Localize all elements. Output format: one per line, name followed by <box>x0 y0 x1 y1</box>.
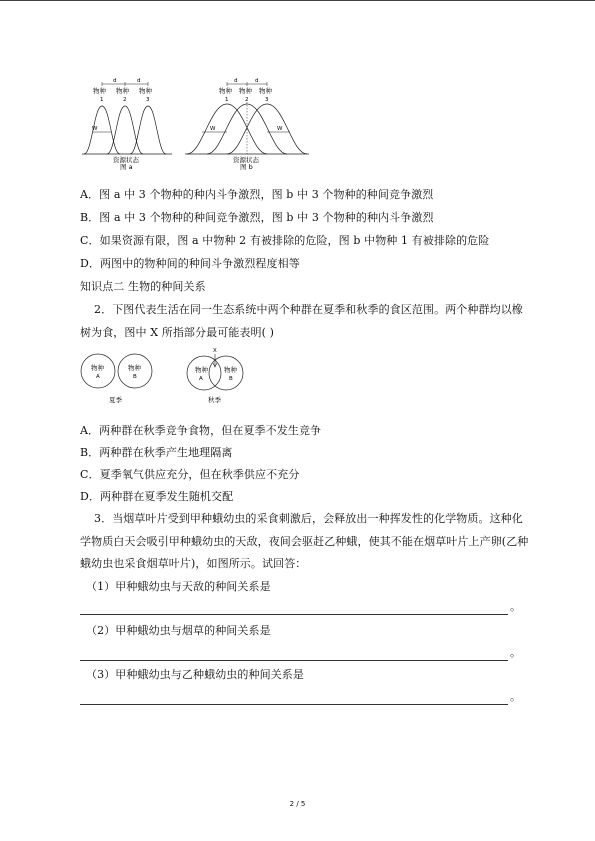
figure-b-curve-1 <box>187 104 267 154</box>
q3-subquestion-1: （1）甲种蛾幼虫与天敌的种间关系是 <box>86 580 271 593</box>
figure-b-axis-label: 资源状态 <box>233 156 259 164</box>
figure-b-number-3: 3 <box>265 97 269 103</box>
figure-a-number-2: 2 <box>123 97 127 103</box>
section-title: 知识点二 生物的种间关系 <box>80 280 206 293</box>
autumn-label-b: B <box>229 376 233 382</box>
q2-option-d: D．两种群在夏季发生随机交配 <box>80 490 234 503</box>
q3-subquestion-2: （2）甲种蛾幼虫与烟草的种间关系是 <box>86 624 271 637</box>
figure-a-curve-1 <box>84 106 120 154</box>
figure-a-number-3: 3 <box>146 97 150 103</box>
figure-a-curve-2 <box>107 106 143 154</box>
figure-a-species-3: 物种 <box>139 87 152 95</box>
autumn-caption: 秋季 <box>208 396 221 404</box>
figure-a-w-label: W <box>92 126 98 132</box>
figure-b-curve-3 <box>227 104 307 154</box>
q3-answer-line-1[interactable] <box>80 600 508 610</box>
q2-option-a: A．两种群在秋季竞争食物，但在夏季不发生竞争 <box>80 424 322 437</box>
figure-a-axis-label: 资源状态 <box>113 156 139 164</box>
page-top-rule <box>0 0 595 1</box>
q1-option-c: C．如果资源有限，图 a 中物种 2 有被排除的危险，图 b 中物种 1 有被排除的危险 <box>80 234 490 247</box>
q3-answer-end-2: 。 <box>510 646 522 659</box>
figure-a-d-label-2: d <box>137 78 141 84</box>
autumn-x-label: X <box>213 348 217 354</box>
summer-species-a: 物种 <box>91 364 104 372</box>
page-number: 2 / 5 <box>289 800 306 808</box>
autumn-range-figure <box>182 346 252 406</box>
q3-text-line2: 学物质白天会吸引甲种蛾幼虫的天敌，夜间会驱赶乙种蛾，使其不能在烟草叶片上产卵(乙种 <box>80 535 529 548</box>
figure-a-caption: 图 a <box>120 163 133 170</box>
q2-option-c: C．夏季氧气供应充分，但在秋季供应不充分 <box>80 468 300 481</box>
summer-species-b: 物种 <box>128 364 141 372</box>
niche-figure-a <box>80 74 180 170</box>
q2-text-line1: 2．下图代表生活在同一生态系统中两个种群在夏季和秋季的食区范围。两个种群均以橡 <box>94 303 523 316</box>
summer-label-b: B <box>133 374 137 380</box>
figure-b-d-label-1: d <box>234 78 238 84</box>
summer-range-figure <box>78 346 168 406</box>
q3-subquestion-3: （3）甲种蛾幼虫与乙种蛾幼虫的种间关系是 <box>86 668 304 681</box>
summer-caption: 夏季 <box>109 396 122 404</box>
q1-option-d: D．两图中的物种间的种间斗争激烈程度相等 <box>80 257 300 270</box>
q3-answer-line-2[interactable] <box>80 646 508 656</box>
figure-a-curve-3 <box>130 106 166 154</box>
autumn-label-a: A <box>199 376 203 382</box>
autumn-species-b: 物种 <box>224 366 237 374</box>
niche-figure-b <box>182 74 312 170</box>
q2-text-line2: 树为食，图中 X 所指部分最可能表明( ) <box>80 326 275 339</box>
q3-answer-end-3: 。 <box>510 690 522 703</box>
figure-b-caption: 图 b <box>240 163 253 170</box>
summer-label-a: A <box>96 374 100 380</box>
q3-answer-line-3[interactable] <box>80 690 508 700</box>
figure-a-species-2: 物种 <box>116 87 129 95</box>
q1-option-a: A．图 a 中 3 个物种的种内斗争激烈，图 b 中 3 个物种的种间竞争激烈 <box>80 188 434 201</box>
figure-b-species-2: 物种 <box>239 87 252 95</box>
figure-b-number-1: 1 <box>225 97 229 103</box>
figure-a-species-1: 物种 <box>93 87 106 95</box>
figure-b-species-1: 物种 <box>219 87 232 95</box>
q1-option-b: B．图 a 中 3 个物种的种间竞争激烈，图 b 中 3 个物种的种内斗争激烈 <box>80 211 434 224</box>
figure-b-d-label-2: d <box>255 78 259 84</box>
figure-b-number-2: 2 <box>245 97 249 103</box>
q3-answer-end-1: 。 <box>510 600 522 613</box>
figure-a-d-label-1: d <box>113 78 117 84</box>
figure-b-species-3: 物种 <box>259 87 272 95</box>
figure-b-w-label-1: W <box>210 126 216 132</box>
figure-b-w-label-2: W <box>277 126 283 132</box>
q3-text-line3: 蛾幼虫也采食烟草叶片)，如图所示。试回答： <box>80 557 307 570</box>
figure-a-number-1: 1 <box>100 97 104 103</box>
autumn-species-a: 物种 <box>195 366 208 374</box>
q2-option-b: B．两种群在秋季产生地理隔离 <box>80 446 233 459</box>
q3-text-line1: 3．当烟草叶片受到甲种蛾幼虫的采食刺激后，会释放出一种挥发性的化学物质。这种化 <box>94 512 523 525</box>
